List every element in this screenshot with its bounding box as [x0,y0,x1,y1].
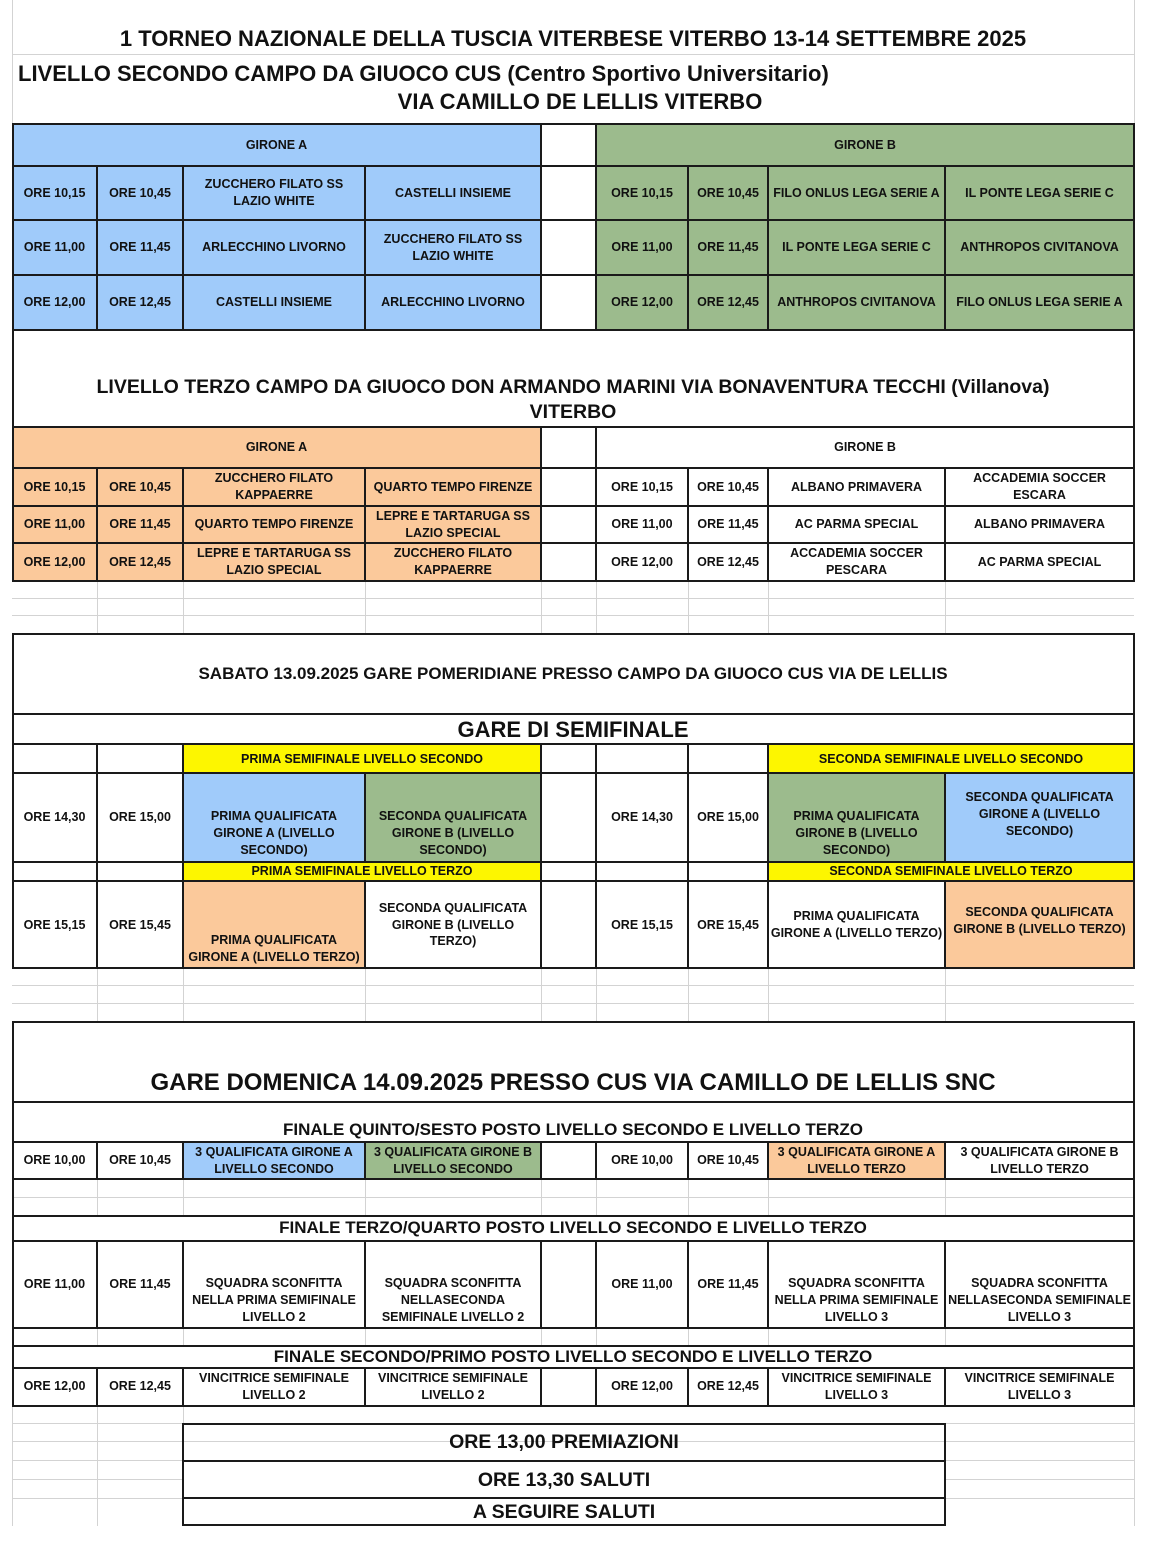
final-3-4-title: FINALE TERZO/QUARTO POSTO LIVELLO SECONDO E LIVELLO TERZO [279,1217,867,1237]
table-border [364,467,366,581]
table-border [687,165,689,331]
grid-line [1134,1406,1135,1526]
grid-line [945,969,946,1022]
match-end-time: ORE 15,45 [109,917,171,932]
table-border [12,713,1135,715]
match-end-time: ORE 11,45 [97,220,183,275]
match-start-time: ORE 11,00 [611,1277,673,1292]
table-border [944,772,946,862]
match-end-time: ORE 11,45 [109,1277,171,1292]
grid-line [12,0,13,124]
table-border [182,1240,184,1328]
match-start-time: ORE 15,15 [611,917,673,932]
grid-line [12,1003,1134,1004]
match-start-time: ORE 10,00 [23,1153,86,1168]
match-end-time: ORE 10,45 [109,1153,171,1168]
match-end-time: ORE 10,45 [688,468,768,506]
match-home-team: 3 QUALIFICATA GIRONE A LIVELLO SECONDO [183,1142,365,1179]
table-border [12,1101,1135,1103]
match-home-team: ZUCCHERO FILATO SS LAZIO WHITE [183,166,365,220]
match-end-time: ORE 10,45 [97,468,183,506]
level2-venue: LIVELLO SECONDO CAMPO DA GIUOCO CUS (Centro Sportivo Universitario) [18,61,829,87]
match-home-team: VINCITRICE SEMIFINALE LIVELLO 3 [781,1370,932,1402]
table-border [540,1141,542,1179]
match-end-time: ORE 15,00 [697,809,759,824]
grid-line [12,1406,13,1526]
match-home-team: CASTELLI INSIEME [183,275,365,330]
table-border [1133,330,1135,582]
grid-line [541,582,542,634]
match-home-team: ZUCCHERO FILATO KAPPAERRE [183,468,365,506]
match-away-team: ALBANO PRIMAVERA [945,506,1134,543]
match-home-team: PRIMA QUALIFICATA GIRONE A (LIVELLO SECONDO) [183,773,365,861]
match-end-time: ORE 10,45 [688,166,768,220]
match-start-time: ORE 10,15 [12,166,97,220]
match-end-time: ORE 15,45 [697,917,759,932]
match-away-team: CASTELLI INSIEME [365,166,541,220]
table-border [364,165,366,331]
table-border [540,1240,542,1328]
table-border [944,1240,946,1328]
grid-line [183,1329,184,1346]
sunday-title: GARE DOMENICA 14.09.2025 PRESSO CUS VIA CAMILLO DE LELLIS SNC [150,1068,996,1096]
table-border [96,165,98,331]
tournament-title: 1 TORNEO NAZIONALE DELLA TUSCIA VITERBESE VITERBO 13-14 SETTEMBRE 2025 [119,26,1027,52]
table-border [364,772,366,862]
grid-line [945,582,946,634]
match-start-time: ORE 12,00 [12,543,97,581]
match-end-time: ORE 12,45 [109,1379,171,1394]
table-border [182,467,184,581]
table-border [12,1345,1135,1347]
second-semifinal-level3-label: SECONDA SEMIFINALE LIVELLO TERZO [768,862,1134,881]
table-border [12,1141,1135,1143]
table-border [12,1215,1135,1217]
table-border [540,1367,542,1406]
match-end-time: ORE 12,45 [97,275,183,330]
match-end-time: ORE 15,00 [109,809,171,824]
match-start-time: ORE 10,15 [12,468,97,506]
level2-address: VIA CAMILLO DE LELLIS VITERBO [397,89,763,115]
table-border [767,467,769,581]
match-away-team: 3 QUALIFICATA GIRONE B LIVELLO TERZO [945,1142,1134,1179]
grid-line [768,1329,769,1346]
table-border [182,1141,184,1179]
table-border [12,1021,1135,1023]
match-start-time: ORE 12,00 [596,543,688,581]
table-border [12,426,1135,428]
match-away-team: VINCITRICE SEMIFINALE LIVELLO 3 [964,1370,1115,1402]
table-border [944,1367,946,1406]
match-away-team: AC PARMA SPECIAL [945,543,1134,581]
table-border [12,1240,1135,1242]
table-border [12,123,14,333]
table-border [687,743,689,968]
table-border [12,542,1135,544]
match-end-time: ORE 11,45 [688,506,768,543]
grid-line [688,582,689,634]
grid-line [596,582,597,634]
table-border [364,880,366,968]
match-home-team: VINCITRICE SEMIFINALE LIVELLO 2 [198,1370,349,1402]
match-home-team: ARLECCHINO LIVORNO [183,220,365,275]
table-border [182,1423,946,1425]
grid-line [945,1479,1134,1480]
match-start-time: ORE 11,00 [596,220,688,275]
grid-line [97,582,98,634]
match-start-time: ORE 12,00 [12,275,97,330]
match-away-team: ARLECCHINO LIVORNO [365,275,541,330]
table-border [595,426,597,581]
match-home-team: ACCADEMIA SOCCER PESCARA [768,543,945,581]
match-home-team: ANTHROPOS CIVITANOVA [768,275,945,330]
table-border [767,165,769,331]
table-border [944,1141,946,1179]
match-start-time: ORE 14,30 [611,809,673,824]
match-start-time: ORE 10,15 [596,468,688,506]
grid-line [183,969,184,1022]
match-end-time: ORE 12,45 [688,275,768,330]
match-end-time: ORE 11,45 [688,220,768,275]
grid-line [183,582,184,634]
level3-girone-b-header: GIRONE B [596,427,1134,467]
saturday-title: SABATO 13.09.2025 GARE POMERIDIANE PRESSO CAMPO DA GIUOCO CUS VIA DE LELLIS [198,663,948,683]
table-border [944,467,946,581]
grid-line [688,1180,689,1216]
match-home-team: FILO ONLUS LEGA SERIE A [768,166,945,220]
table-border [12,1405,1135,1407]
match-end-time: ORE 10,45 [697,1153,759,1168]
match-end-time: ORE 12,45 [688,543,768,581]
match-end-time: ORE 11,45 [697,1277,759,1292]
grid-line [945,1180,946,1216]
table-border [595,123,597,331]
table-border [182,165,184,331]
match-home-team: AC PARMA SPECIAL [768,506,945,543]
grid-line [365,969,366,1022]
match-home-team: ALBANO PRIMAVERA [768,468,945,506]
final-1-2-title: FINALE SECONDO/PRIMO POSTO LIVELLO SECONDO E LIVELLO TERZO [273,1346,873,1366]
grid-line [12,1197,1134,1198]
table-border [12,123,1135,125]
grid-line [768,582,769,634]
match-away-team: QUARTO TEMPO FIRENZE [365,468,541,506]
match-home-team: SQUADRA SCONFITTA NELLA PRIMA SEMIFINALE LIVELLO 2 [192,1276,356,1325]
grid-line [1134,0,1135,124]
grid-line [365,1329,366,1346]
match-home-team: QUARTO TEMPO FIRENZE [183,506,365,543]
table-border [96,1367,98,1406]
level3-venue: LIVELLO TERZO CAMPO DA GIUOCO DON ARMANDO MARINI VIA BONAVENTURA TECCHI (Villanova) [96,375,1050,398]
table-border [687,467,689,581]
grid-line [365,1180,366,1216]
grid-line [541,1329,542,1346]
table-border [767,743,769,968]
grid-line [12,985,1134,986]
match-away-team: ANTHROPOS CIVITANOVA [945,220,1134,275]
table-border [182,1460,946,1462]
match-away-team: ACCADEMIA SOCCER ESCARA [945,468,1134,506]
final-5-6-title: FINALE QUINTO/SESTO POSTO LIVELLO SECONDO E LIVELLO TERZO [283,1119,863,1139]
match-away-team: SECONDA QUALIFICATA GIRONE B (LIVELLO TERZO) [365,882,541,968]
grid-line [945,1498,1134,1499]
semifinals-title: GARE DI SEMIFINALE [457,716,689,742]
table-border [595,743,597,968]
match-away-team: IL PONTE LEGA SERIE C [945,166,1134,220]
match-away-team: SECONDA QUALIFICATA GIRONE B (LIVELLO SECONDO) [365,773,541,861]
match-home-team: PRIMA QUALIFICATA GIRONE A (LIVELLO TERZO) [768,882,945,968]
match-home-team: PRIMA QUALIFICATA GIRONE B (LIVELLO SECONDO) [768,773,945,861]
table-border [96,1141,98,1179]
match-away-team: ZUCCHERO FILATO KAPPAERRE [365,543,541,581]
grid-line [541,969,542,1022]
match-end-time: ORE 12,45 [697,1379,759,1394]
table-border [182,743,184,968]
greetings-time: ORE 13,30 SALUTI [477,1468,651,1491]
table-border [12,1327,1135,1329]
match-start-time: ORE 11,00 [12,506,97,543]
match-away-team: SQUADRA SCONFITTA NELLASECONDA SEMIFINALE LIVELLO 3 [948,1276,1131,1325]
grid-line [97,969,98,1022]
match-end-time: ORE 12,45 [97,543,183,581]
table-border [767,1141,769,1179]
table-border [182,1524,946,1526]
grid-line [183,1406,184,1423]
level2-girone-a-header: GIRONE A [12,124,541,166]
match-away-team: FILO ONLUS LEGA SERIE A [945,275,1134,330]
grid-line [945,1423,1134,1424]
closing-greetings: A SEGUIRE SALUTI [472,1500,656,1523]
grid-line [768,1180,769,1216]
table-border [12,633,14,969]
table-border [96,467,98,581]
table-border [12,580,1135,582]
level3-girone-a-header: GIRONE A [12,427,541,467]
match-away-team: SQUADRA SCONFITTA NELLASECONDA SEMIFINALE LIVELLO 2 [381,1276,525,1325]
grid-line [688,1329,689,1346]
match-home-team: LEPRE E TARTARUGA SS LAZIO SPECIAL [183,543,365,581]
table-border [540,123,542,331]
table-border [1133,123,1135,331]
table-border [12,1367,1135,1369]
second-semifinal-level2-label: SECONDA SEMIFINALE LIVELLO SECONDO [768,745,1134,773]
table-border [96,1240,98,1328]
match-start-time: ORE 12,00 [596,275,688,330]
table-border [595,1367,597,1406]
match-start-time: ORE 12,00 [23,1379,86,1394]
table-border [182,1497,946,1499]
match-start-time: ORE 15,15 [23,917,86,932]
grid-line [596,969,597,1022]
table-border [595,1240,597,1328]
match-away-team: SECONDA QUALIFICATA GIRONE B (LIVELLO TERZO) [945,882,1134,968]
match-start-time: ORE 11,00 [596,506,688,543]
grid-line [12,54,1134,55]
table-border [1133,633,1135,969]
table-border [687,1141,689,1179]
grid-line [183,1180,184,1216]
match-away-team: 3 QUALIFICATA GIRONE B LIVELLO SECONDO [365,1142,541,1179]
table-border [540,743,542,968]
match-end-time: ORE 10,45 [97,166,183,220]
table-border [12,743,1135,745]
match-away-team: SECONDA QUALIFICATA GIRONE A (LIVELLO SECONDO) [945,773,1134,861]
match-home-team: PRIMA QUALIFICATA GIRONE A (LIVELLO TERZO) [183,882,365,968]
table-border [12,967,1135,969]
grid-line [541,1180,542,1216]
awards-time: ORE 13,00 PREMIAZIONI [449,1431,679,1454]
grid-line [97,1406,98,1526]
table-border [767,1367,769,1406]
table-border [182,1367,184,1406]
match-home-team: SQUADRA SCONFITTA NELLA PRIMA SEMIFINALE LIVELLO 3 [774,1276,939,1325]
grid-line [365,582,366,634]
table-border [182,1423,184,1526]
match-away-team: ZUCCHERO FILATO SS LAZIO WHITE [365,220,541,275]
match-home-team: IL PONTE LEGA SERIE C [768,220,945,275]
grid-line [688,969,689,1022]
table-border [96,743,98,968]
table-border [12,861,1135,863]
table-border [12,219,1135,221]
match-start-time: ORE 11,00 [12,220,97,275]
table-border [687,1367,689,1406]
level2-girone-b-header: GIRONE B [596,124,1134,166]
table-border [767,1240,769,1328]
grid-line [596,1329,597,1346]
grid-line [768,969,769,1022]
table-border [12,467,1135,469]
match-start-time: ORE 10,00 [611,1153,673,1168]
first-semifinal-level3-label: PRIMA SEMIFINALE LIVELLO TERZO [183,862,541,881]
table-border [364,1240,366,1328]
table-border [12,1021,14,1407]
table-border [944,165,946,331]
match-away-team: LEPRE E TARTARUGA SS LAZIO SPECIAL [365,506,541,543]
match-away-team: VINCITRICE SEMIFINALE LIVELLO 2 [377,1370,528,1402]
grid-line [596,1180,597,1216]
table-border [687,1240,689,1328]
first-semifinal-level2-label: PRIMA SEMIFINALE LIVELLO SECONDO [183,745,541,773]
match-end-time: ORE 11,45 [97,506,183,543]
table-border [12,165,1135,167]
grid-line [97,1329,98,1346]
table-border [12,1178,1135,1180]
table-border [12,505,1135,507]
table-border [364,1367,366,1406]
grid-line [12,598,1134,599]
table-border [944,880,946,968]
match-start-time: ORE 10,15 [596,166,688,220]
table-border [540,426,542,581]
grid-line [945,1460,1134,1461]
table-border [1133,1021,1135,1407]
level3-city: VITERBO [529,400,617,423]
match-start-time: ORE 12,00 [611,1379,673,1394]
table-border [944,1423,946,1526]
match-home-team: 3 QUALIFICATA GIRONE A LIVELLO TERZO [768,1142,945,1179]
match-start-time: ORE 11,00 [23,1277,86,1292]
table-border [12,274,1135,276]
table-border [12,330,14,582]
match-start-time: ORE 14,30 [23,809,86,824]
table-border [12,880,1135,882]
grid-line [12,615,1134,616]
table-border [12,329,1135,331]
grid-line [945,1329,946,1346]
table-border [12,633,1135,635]
table-border [364,1141,366,1179]
table-border [595,1141,597,1179]
table-border [12,772,1135,774]
grid-line [97,1180,98,1216]
